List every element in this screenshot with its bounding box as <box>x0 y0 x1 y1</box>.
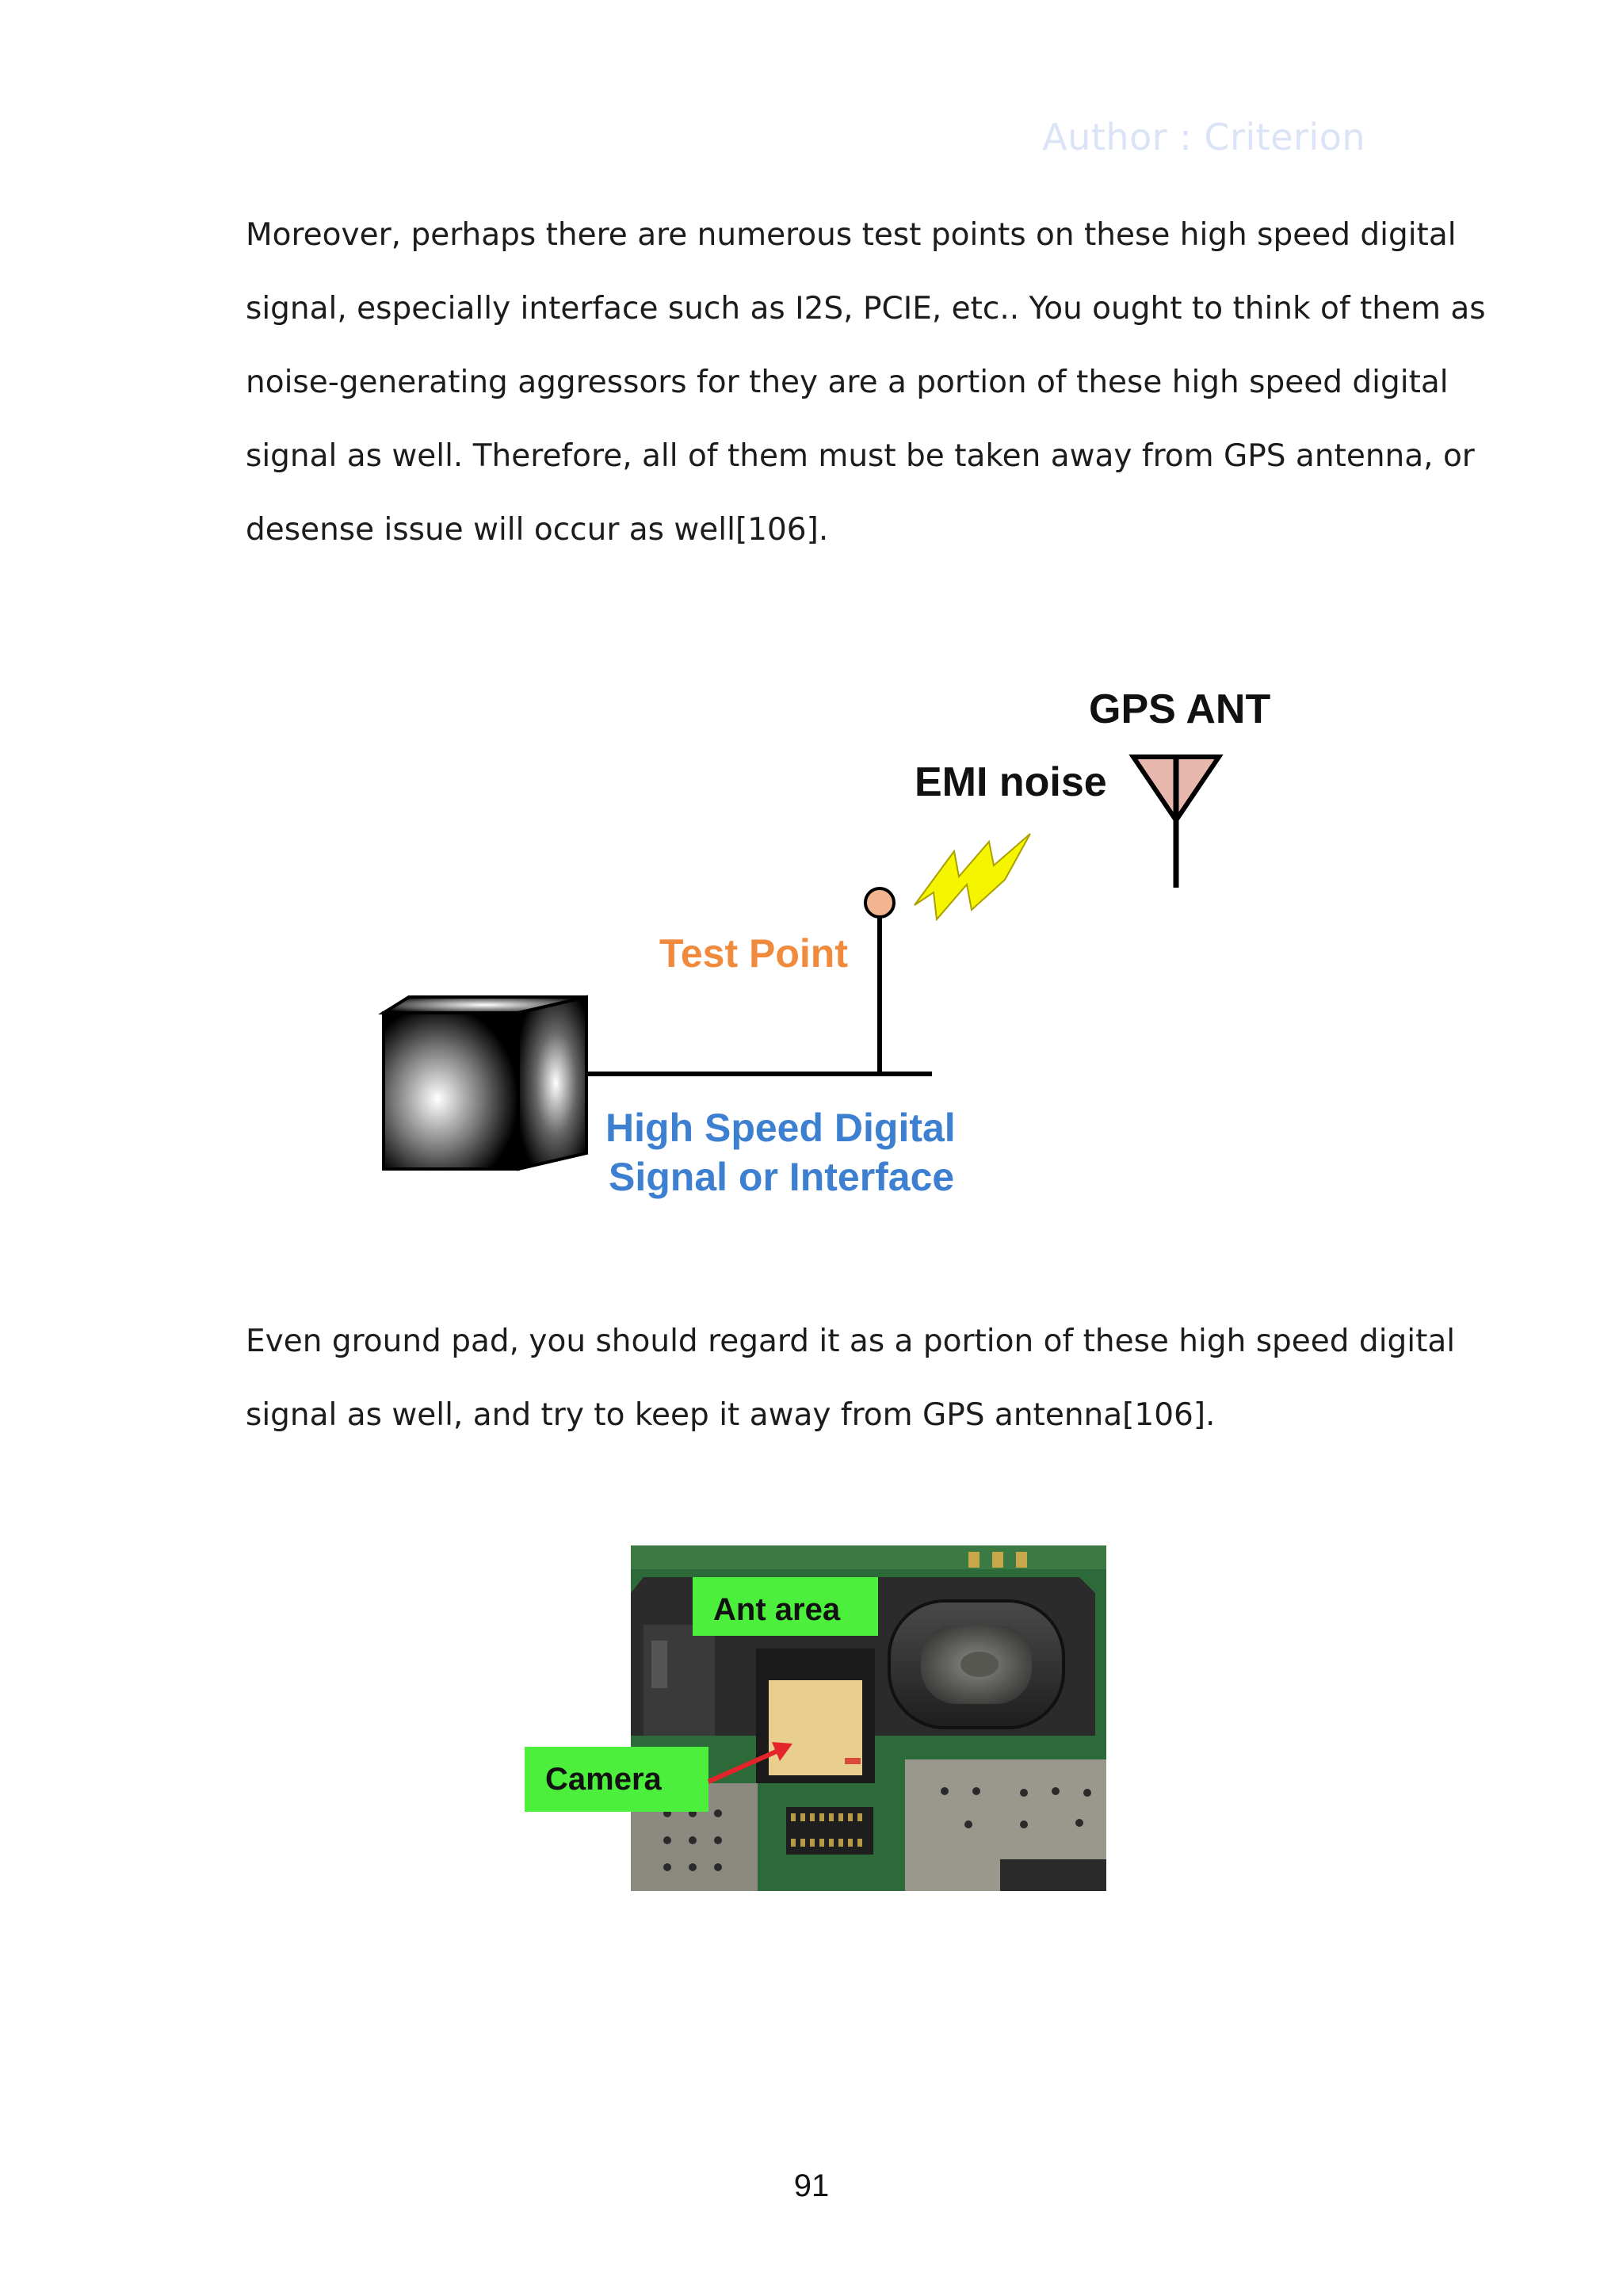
paragraph-line: signal as well, and try to keep it away from GPS antenna[106]. <box>246 1397 1216 1433</box>
paragraph-line: noise-generating aggressors for they are a portion of these high speed digital <box>246 365 1449 400</box>
test-point-dot <box>865 888 894 917</box>
paragraph-line: Moreover, perhaps there are numerous test points on these high speed digital <box>246 217 1457 253</box>
device-cube-icon <box>384 997 586 1169</box>
camera-label: Camera <box>545 1762 662 1797</box>
paragraph-line: signal as well. Therefore, all of them must be taken away from GPS antenna, or <box>246 438 1475 474</box>
pcb-photo-figure <box>525 1545 1108 1894</box>
page-number: 91 <box>793 2168 830 2203</box>
header-author: Author : Criterion <box>1042 116 1365 159</box>
signal-label-line2: Signal or Interface <box>609 1155 955 1199</box>
emi-lightning-icon <box>915 834 1030 919</box>
emi-noise-diagram <box>372 682 1292 1221</box>
paragraph-line: desense issue will occur as well[106]. <box>246 512 829 548</box>
paragraph-line: Even ground pad, you should regard it as a portion of these high speed digital <box>246 1324 1456 1359</box>
gps-antenna-icon <box>1133 757 1219 888</box>
paragraph-line: signal, especially interface such as I2S, PCIE, etc.. You ought to think of them as <box>246 291 1486 327</box>
paragraph-1 <box>246 198 1486 567</box>
ant-area-label: Ant area <box>713 1592 841 1627</box>
paragraph-2 <box>246 1305 1456 1452</box>
gps-ant-label: GPS ANT <box>1089 686 1271 732</box>
test-point-label: Test Point <box>659 931 848 976</box>
signal-label-line1: High Speed Digital <box>605 1106 956 1150</box>
emi-noise-label: EMI noise <box>915 759 1107 805</box>
